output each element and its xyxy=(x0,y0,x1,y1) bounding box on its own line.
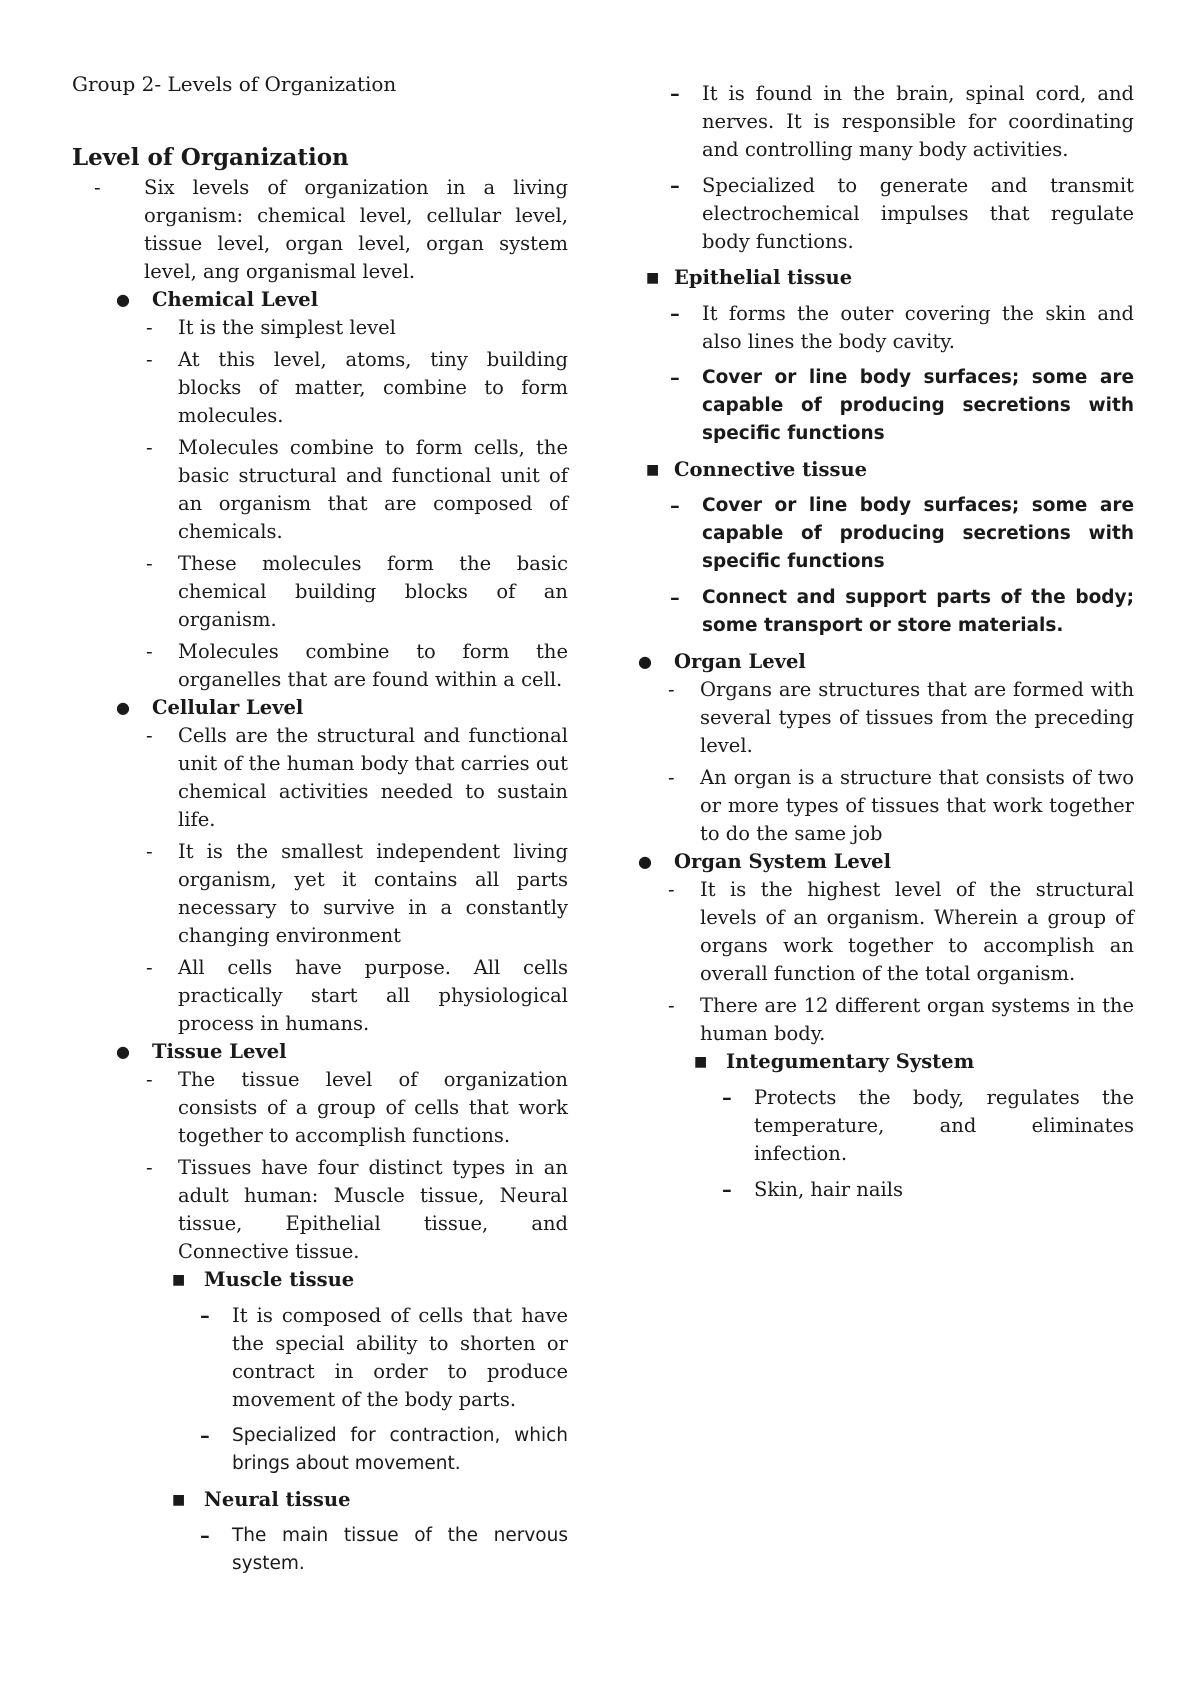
list-item xyxy=(146,638,568,694)
item-text: It forms the outer covering the skin and also lines the body cavity. xyxy=(702,302,1134,353)
organ-level-section xyxy=(622,648,1134,848)
dash-marker: - xyxy=(668,994,675,1017)
tissue-level-title: Tissue Level xyxy=(152,1040,287,1063)
dash-marker: - xyxy=(146,316,153,339)
integumentary-items xyxy=(722,1084,1134,1204)
dash-marker: - xyxy=(668,878,675,901)
item-text: It is composed of cells that have the special ability to shorten or contract in order to produce movement of the body parts. xyxy=(232,1304,568,1411)
connective-tissue-title: Connective tissue xyxy=(674,458,868,481)
list-item xyxy=(668,764,1134,848)
organ-level-title: Organ Level xyxy=(674,650,806,673)
bold-dash-marker: – xyxy=(200,1524,210,1547)
muscle-tissue-items xyxy=(200,1302,568,1478)
bullet-marker: ● xyxy=(116,698,130,717)
item-text: Organs are structures that are formed with several types of tissues from the preceding level. xyxy=(700,678,1134,757)
list-item xyxy=(670,300,1134,356)
square-marker: ■ xyxy=(694,1054,708,1070)
list-item xyxy=(146,314,568,342)
organ-items xyxy=(668,676,1134,848)
organ-system-items xyxy=(668,876,1134,1204)
item-text: These molecules form the basic chemical building blocks of an organism. xyxy=(178,552,568,631)
item-text: Specialized to generate and transmit electrochemical impulses that regulate body functions. xyxy=(702,174,1134,253)
neural-tissue-section xyxy=(172,1486,568,1578)
dash-marker: - xyxy=(146,1156,153,1179)
tissue-level-section xyxy=(116,1038,568,1578)
tissue-items xyxy=(146,1066,568,1578)
bold-dash-marker: – xyxy=(670,82,680,105)
item-text: Protects the body, regulates the temperature, and eliminates infection. xyxy=(754,1086,1134,1165)
chemical-level-section xyxy=(116,286,568,694)
muscle-tissue-section xyxy=(172,1266,568,1478)
bold-dash-marker: – xyxy=(670,494,680,517)
dash-marker: - xyxy=(146,436,153,459)
list-item xyxy=(146,1154,568,1578)
item-text: Molecules combine to form cells, the basic structural and functional unit of an organism that are composed of chemicals. xyxy=(178,436,568,543)
right-column xyxy=(638,80,1134,1212)
square-marker: ■ xyxy=(646,462,660,478)
bold-dash-marker: – xyxy=(200,1424,210,1447)
chemical-level-title: Chemical Level xyxy=(152,288,319,311)
dash-marker: - xyxy=(94,176,101,199)
tissue-types-list-right xyxy=(646,264,1134,640)
item-text: All cells have purpose. All cells practically start all physiological process in humans. xyxy=(178,956,568,1035)
bold-dash-marker: – xyxy=(722,1178,732,1201)
connective-tissue-section xyxy=(646,456,1134,640)
bold-dash-marker: – xyxy=(670,366,680,389)
list-item xyxy=(200,1422,568,1478)
list-item xyxy=(670,492,1134,576)
item-text: Skin, hair nails xyxy=(754,1178,903,1201)
neural-tissue-title: Neural tissue xyxy=(204,1488,351,1511)
square-marker: ■ xyxy=(646,270,660,286)
list-item xyxy=(146,838,568,950)
item-text: It is found in the brain, spinal cord, and nerves. It is responsible for coordinating and controlling many body activities. xyxy=(702,82,1134,161)
levels-list-right xyxy=(622,648,1134,1204)
dash-marker: - xyxy=(146,640,153,663)
list-item xyxy=(146,434,568,546)
item-text: The tissue level of organization consists of a group of cells that work together to accomplish functions. xyxy=(178,1068,568,1147)
list-item xyxy=(146,722,568,834)
organ-system-level-title: Organ System Level xyxy=(674,850,891,873)
dash-marker: - xyxy=(146,724,153,747)
intro-list xyxy=(72,174,568,286)
neural-tissue-items-left xyxy=(200,1522,568,1578)
section-heading: Level of Organization xyxy=(72,144,349,171)
item-text: It is the simplest level xyxy=(178,316,396,339)
list-item xyxy=(94,174,568,286)
cellular-items xyxy=(146,722,568,1038)
tissue-types-list xyxy=(172,1266,568,1578)
item-text: Cells are the structural and functional unit of the human body that carries out chemical activities needed to sustain life. xyxy=(178,724,568,831)
bullet-marker: ● xyxy=(116,1042,130,1061)
item-text: Connect and support parts of the body; some transport or store materials. xyxy=(702,587,1134,636)
list-item xyxy=(668,992,1134,1204)
integumentary-system-section xyxy=(694,1048,1134,1204)
cellular-level-title: Cellular Level xyxy=(152,696,304,719)
list-item xyxy=(670,364,1134,448)
list-item xyxy=(200,1522,568,1578)
dash-marker: - xyxy=(146,840,153,863)
item-text: It is the highest level of the structural levels of an organism. Wherein a group of organs work together to accomplish an overall function of the total organism. xyxy=(700,878,1134,985)
bullet-marker: ● xyxy=(638,852,652,871)
list-item xyxy=(146,954,568,1038)
bold-dash-marker: – xyxy=(670,586,680,609)
bold-dash-marker: – xyxy=(722,1086,732,1109)
dash-marker: - xyxy=(146,1068,153,1091)
item-text: Cover or line body surfaces; some are capable of producing secretions with specific functions xyxy=(702,367,1134,444)
bullet-marker: ● xyxy=(638,652,652,671)
item-text: Cover or line body surfaces; some are capable of producing secretions with specific functions xyxy=(702,495,1134,572)
item-text: The main tissue of the nervous system. xyxy=(232,1525,568,1574)
epithelial-tissue-section xyxy=(646,264,1134,448)
list-item xyxy=(146,346,568,430)
item-text: It is the smallest independent living organism, yet it contains all parts necessary to survive in a constantly changing environment xyxy=(178,840,568,947)
bold-dash-marker: – xyxy=(670,174,680,197)
intro-text: Six levels of organization in a living organism: chemical level, cellular level, tissue level, organ level, organ system level, ang organismal level. xyxy=(144,176,568,283)
list-item xyxy=(670,584,1134,640)
document-header: Group 2- Levels of Organization xyxy=(72,72,397,96)
list-item xyxy=(670,172,1134,256)
item-text: An organ is a structure that consists of two or more types of tissues that work together to do the same job xyxy=(700,766,1134,845)
cellular-level-section xyxy=(116,694,568,1038)
item-text: Molecules combine to form the organelles that are found within a cell. xyxy=(178,640,568,691)
item-text: Specialized for contraction, which brings about movement. xyxy=(232,1425,568,1474)
dash-marker: - xyxy=(146,956,153,979)
bold-dash-marker: – xyxy=(670,302,680,325)
epithelial-tissue-title: Epithelial tissue xyxy=(674,266,853,289)
list-item xyxy=(722,1084,1134,1168)
bullet-marker: ● xyxy=(116,290,130,309)
list-item xyxy=(200,1302,568,1414)
item-text: Tissues have four distinct types in an adult human: Muscle tissue, Neural tissue, Epithelial tissue, and Connective tissue. xyxy=(178,1156,568,1263)
item-text: There are 12 different organ systems in the human body. xyxy=(700,994,1134,1045)
square-marker: ■ xyxy=(172,1492,186,1508)
list-item xyxy=(670,80,1134,164)
item-text: At this level, atoms, tiny building blocks of matter, combine to form molecules. xyxy=(178,348,568,427)
list-item xyxy=(146,550,568,634)
connective-tissue-items xyxy=(670,492,1134,640)
muscle-tissue-title: Muscle tissue xyxy=(204,1268,355,1291)
levels-list xyxy=(72,286,568,1578)
organ-systems-list xyxy=(694,1048,1134,1204)
organ-system-level-section xyxy=(622,848,1134,1204)
list-item xyxy=(722,1176,1134,1204)
neural-tissue-items-right xyxy=(670,80,1134,256)
chemical-items xyxy=(146,314,568,694)
list-item xyxy=(668,676,1134,760)
list-item xyxy=(146,1066,568,1150)
bold-dash-marker: – xyxy=(200,1304,210,1327)
integumentary-system-title: Integumentary System xyxy=(726,1050,975,1073)
dash-marker: - xyxy=(146,348,153,371)
epithelial-tissue-items xyxy=(670,300,1134,448)
dash-marker: - xyxy=(668,678,675,701)
square-marker: ■ xyxy=(172,1272,186,1288)
left-column xyxy=(72,70,568,1586)
list-item xyxy=(668,876,1134,988)
dash-marker: - xyxy=(146,552,153,575)
dash-marker: - xyxy=(668,766,675,789)
